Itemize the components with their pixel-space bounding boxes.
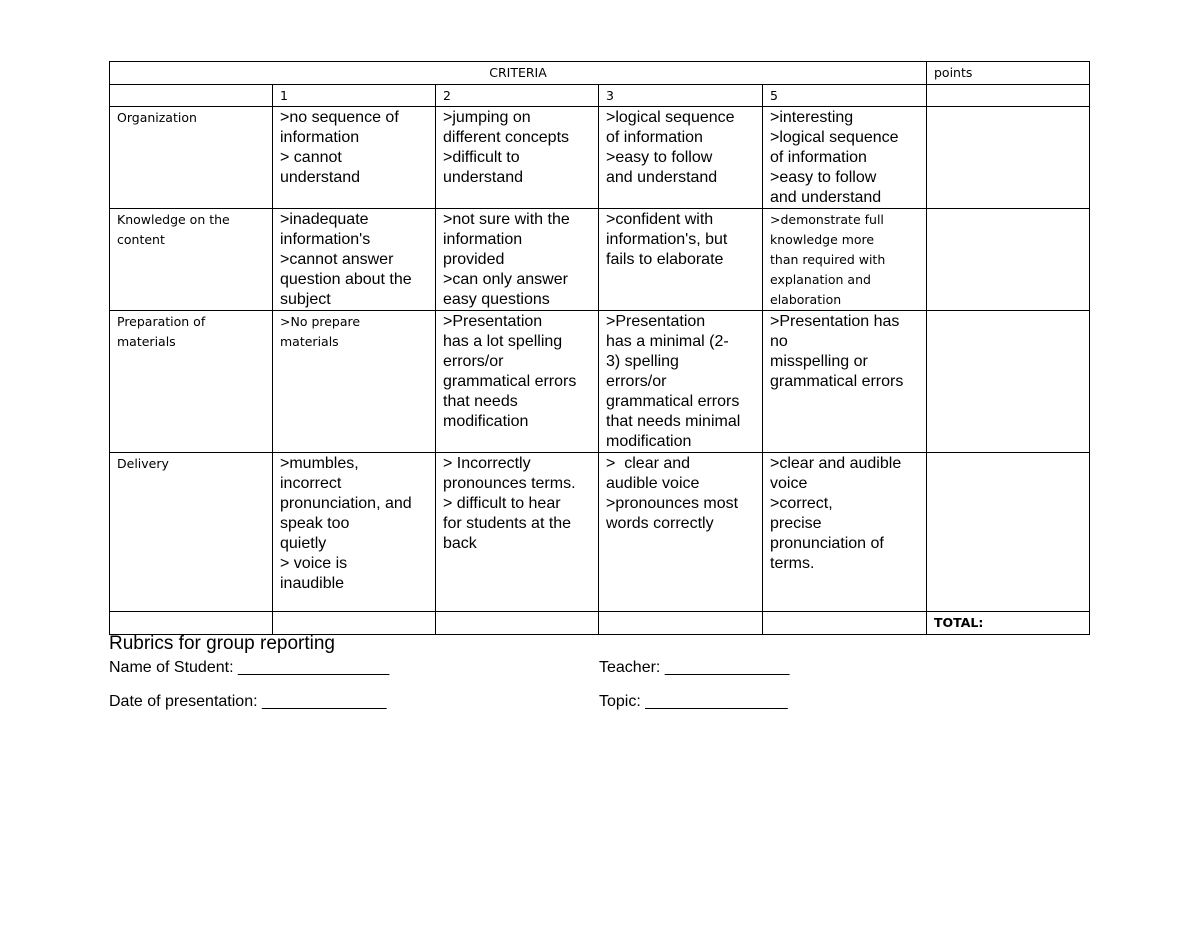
teacher-field: Teacher: ______________ (599, 659, 790, 676)
rubric-cell (273, 453, 436, 612)
cell-line: grammatical errors (770, 373, 904, 390)
points-cell (927, 107, 1090, 209)
cell-line: and understand (606, 169, 718, 186)
cell-line: > difficult to hear (443, 495, 561, 512)
cell-line: audible voice (606, 475, 700, 492)
cell-line: different concepts (443, 129, 570, 146)
criterion-line: Organization (117, 110, 197, 125)
rubric-cell (273, 311, 436, 453)
cell-line: >logical sequence (606, 109, 735, 126)
level-2: 2 (436, 85, 599, 107)
cell-line: elaboration (770, 292, 842, 307)
cell-line: >clear and audible (770, 455, 902, 472)
student-name-field: Name of Student: _________________ (109, 659, 390, 676)
cell-line: >correct, (770, 495, 833, 512)
cell-line: has a lot spelling (443, 333, 563, 350)
cell-line: errors/or (606, 373, 667, 390)
total-blank-cell (599, 612, 763, 635)
rubric-cell (436, 209, 599, 311)
topic-field: Topic: ________________ (599, 693, 788, 710)
rubric-cell (273, 209, 436, 311)
total-row (110, 612, 1090, 635)
rubric-cell (599, 311, 763, 453)
total-blank-cell (273, 612, 436, 635)
total-blank-cell (763, 612, 927, 635)
cell-line: >difficult to (443, 149, 520, 166)
cell-line: precise (770, 515, 822, 532)
cell-line: easy questions (443, 291, 550, 308)
rubric-cell (436, 311, 599, 453)
cell-line: >Presentation has (770, 313, 900, 330)
cell-line: >no sequence of (280, 109, 399, 126)
rubric-cell (273, 107, 436, 209)
cell-line: materials (280, 334, 339, 349)
cell-line: of information (770, 149, 867, 166)
cell-line: >interesting (770, 109, 854, 126)
criterion-line: content (117, 232, 165, 247)
criterion-cell (110, 311, 273, 453)
cell-line: understand (280, 169, 361, 186)
rubric-cell (599, 107, 763, 209)
criterion-line: materials (117, 334, 176, 349)
rubric-cell (599, 209, 763, 311)
cell-line: information (443, 231, 523, 248)
table-row-preparation (110, 311, 1090, 453)
total-label: TOTAL: (927, 612, 1090, 635)
criterion-cell (110, 209, 273, 311)
cell-line: and understand (770, 189, 882, 206)
cell-line: no (770, 333, 788, 350)
cell-line: grammatical errors (606, 393, 740, 410)
cell-line: inaudible (280, 575, 345, 592)
cell-line: explanation and (770, 272, 871, 287)
table-row-knowledge (110, 209, 1090, 311)
cell-line: question about the (280, 271, 412, 288)
cell-line: words correctly (606, 515, 714, 532)
cell-line: >demonstrate full (770, 212, 884, 227)
rubric-cell (436, 107, 599, 209)
points-cell (927, 209, 1090, 311)
rubric-cell (763, 453, 927, 612)
cell-line: >cannot answer (280, 251, 394, 268)
cell-line: knowledge more (770, 232, 875, 247)
cell-line: >not sure with the (443, 211, 570, 228)
cell-line: >easy to follow (606, 149, 713, 166)
cell-line: >mumbles, (280, 455, 359, 472)
cell-line: > Incorrectly (443, 455, 531, 472)
cell-line: modification (606, 433, 692, 450)
cell-line: pronounces terms. (443, 475, 576, 492)
levels-points-cell (927, 85, 1090, 107)
cell-line: information's, but (606, 231, 728, 248)
rubric-cell (763, 311, 927, 453)
cell-line: provided (443, 251, 505, 268)
criterion-line: Delivery (117, 456, 169, 471)
cell-line: for students at the (443, 515, 572, 532)
points-cell (927, 453, 1090, 612)
cell-line: than required with (770, 252, 886, 267)
criterion-line: Preparation of (117, 314, 206, 329)
criterion-line: Knowledge on the (117, 212, 230, 227)
cell-line: that needs minimal (606, 413, 741, 430)
cell-line: pronunciation of (770, 535, 884, 552)
criteria-header-row (110, 62, 1090, 85)
cell-line: errors/or (443, 353, 504, 370)
levels-blank-cell (110, 85, 273, 107)
cell-line: information's (280, 231, 371, 248)
cell-line: > clear and (606, 455, 691, 472)
cell-line: subject (280, 291, 331, 308)
cell-line: fails to elaborate (606, 251, 724, 268)
cell-line: >can only answer (443, 271, 568, 288)
table-row-delivery (110, 453, 1090, 612)
levels-row (110, 85, 1090, 107)
cell-line: pronunciation, and (280, 495, 412, 512)
cell-line: quietly (280, 535, 327, 552)
rubric-cell (763, 107, 927, 209)
cell-line: >jumping on (443, 109, 531, 126)
criterion-cell (110, 107, 273, 209)
rubric-cell (763, 209, 927, 311)
cell-line: >inadequate (280, 211, 369, 228)
cell-line: voice (770, 475, 808, 492)
cell-line: incorrect (280, 475, 342, 492)
cell-line: >confident with (606, 211, 714, 228)
cell-line: >logical sequence (770, 129, 899, 146)
page-title: Rubrics for group reporting (109, 633, 335, 654)
cell-line: >Presentation (606, 313, 706, 330)
rubric-table (109, 61, 1090, 635)
cell-line: >pronounces most (606, 495, 739, 512)
cell-line: > cannot (280, 149, 342, 166)
criterion-cell (110, 453, 273, 612)
cell-line: back (443, 535, 477, 552)
cell-line: >Presentation (443, 313, 543, 330)
rubric-cell (436, 453, 599, 612)
total-blank-cell (110, 612, 273, 635)
rubric-cell (599, 453, 763, 612)
cell-line: speak too (280, 515, 350, 532)
criteria-header: CRITERIA (110, 62, 927, 85)
cell-line: >easy to follow (770, 169, 877, 186)
cell-line: of information (606, 129, 703, 146)
level-1: 1 (273, 85, 436, 107)
level-5: 5 (763, 85, 927, 107)
cell-line: terms. (770, 555, 815, 572)
date-field: Date of presentation: ______________ (109, 693, 387, 710)
points-header: points (927, 62, 1090, 85)
cell-line: grammatical errors (443, 373, 577, 390)
cell-line: modification (443, 413, 529, 430)
cell-line: misspelling or (770, 353, 868, 370)
cell-line: understand (443, 169, 524, 186)
cell-line: has a minimal (2- (606, 333, 729, 350)
cell-line: > voice is (280, 555, 348, 572)
points-cell (927, 311, 1090, 453)
table-row-organization (110, 107, 1090, 209)
cell-line: >No prepare (280, 314, 361, 329)
total-blank-cell (436, 612, 599, 635)
cell-line: that needs (443, 393, 518, 410)
cell-line: 3) spelling (606, 353, 679, 370)
cell-line: information (280, 129, 360, 146)
level-3: 3 (599, 85, 763, 107)
